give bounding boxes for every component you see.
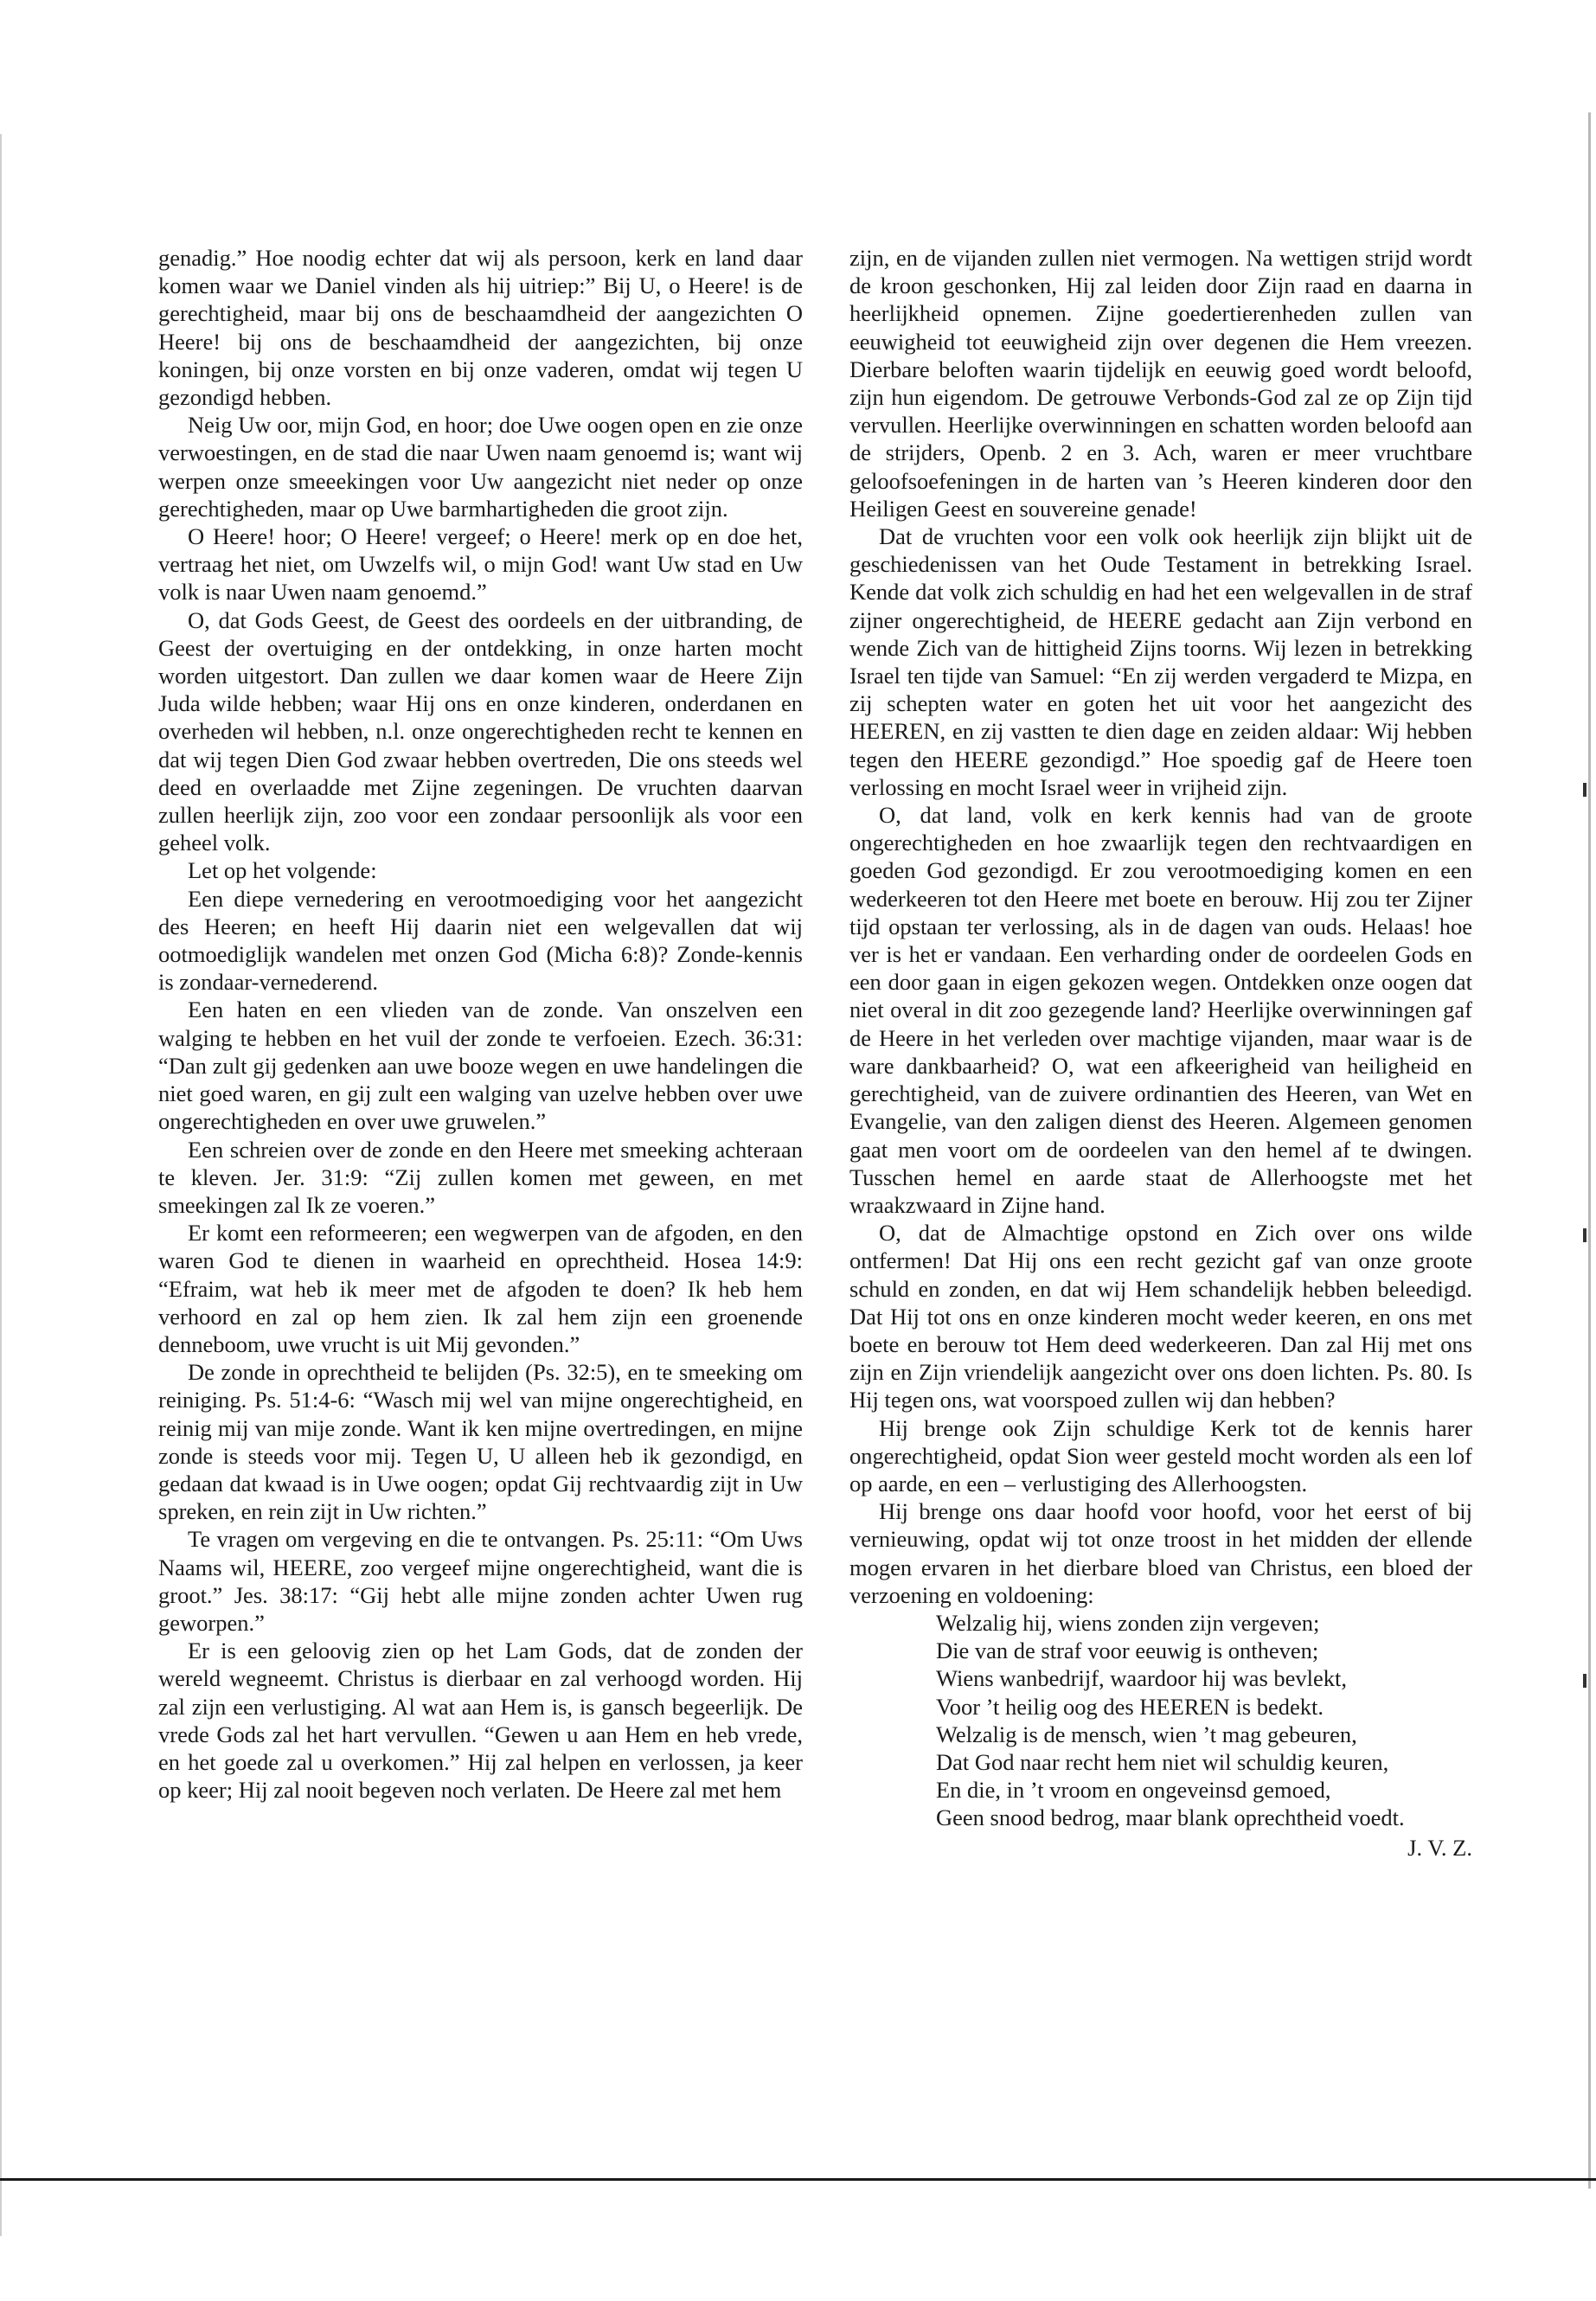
paragraph: Een diepe vernedering en verootmoediging voor het aangezicht des Heeren; en heeft Hij daarin niet een welgevallen dat wij ootmoediglijk wandelen met onzen God (Micha 6:8)? Zonde-kennis is zondaar-vernederend. <box>158 885 803 996</box>
paragraph: Er is een geloovig zien op het Lam Gods, dat de zonden der wereld wegneemt. Christus is dierbaar en zal verhoogd worden. Hij zal zijn een verlustiging. Al wat aan Hem is, is gansch begeerlijk. De vrede Gods zal het hart vervullen. “Gewen u aan Hem en heb vrede, en het goede zal u overkomen.” Hij zal helpen en verlossen, ja keer op keer; Hij zal nooit begeven noch verlaten. De Heere zal met hem <box>158 1638 803 1804</box>
scan-edge-left <box>0 134 2 2236</box>
paragraph: Hij brenge ons daar hoofd voor hoofd, voor het eerst of bij vernieuwing, opdat wij tot onze troost in het midden der ellende mogen ervaren in het dierbare bloed van Christus, een bloed der verzoening en voldoening: <box>849 1498 1472 1608</box>
paragraph: Dat de vruchten voor een volk ook heerlijk zijn blijkt uit de geschiedenissen van het Oude Testament in betrekking Israel. Kende dat volk zich schuldig en had het een welgevallen in de straf zijner ongerechtigheid, de HEERE gedacht aan Zijn verbond en wende Zich van de hittigheid Zijns toorns. Wij lezen in betrekking Israel ten tijde van Samuel: “En zij werden vergaderd te Mizpa, en zij schepten water en goten het uit voor het aangezicht des HEEREN, en zij vastten te dien dage en zeiden aldaar: Wij hebben tegen den HEERE gezondigd.” Hoe spoedig gaf de Heere toen verlossing en mocht Israel weer in vrijheid zijn. <box>849 523 1472 800</box>
paragraph: O Heere! hoor; O Heere! vergeef; o Heere! merk op en doe het, vertraag het niet, om Uwzelfs wil, o mijn God! want Uw stad en Uw volk is naar Uwen naam genoemd.” <box>158 523 803 606</box>
paragraph: O, dat de Almachtige opstond en Zich over ons wilde ontfermen! Dat Hij ons een recht gezicht gaf van onze groote schuld en zonden, en dat wij Hem schandelijk hebben beleedigd. Dat Hij tot ons en onze kinderen mocht weder keeren, en ons met boete en berouw tot Hem deed wederkeeren. Dan zal Hij met ons zijn en Zijn vriendelijk aangezicht over ons doen lichten. Ps. 80. Is Hij tegen ons, wat voorspoed zullen wij dan hebben? <box>849 1220 1472 1413</box>
verse-line: Dat God naar recht hem niet wil schuldig keuren, <box>936 1748 1389 1775</box>
paragraph: O, dat land, volk en kerk kennis had van de groote ongerechtigheden en hoe zwaarlijk tegen den rechtvaardigen en goeden God gezondigd. Er zou verootmoediging komen en een wederkeeren tot den Heere met boete en berouw. Hij zou ter Zijner tijd opstaan ter verlossing, als in de dagen van ouds. Helaas! hoe ver is het er vandaan. Een verharding onder de oordeelen Gods en een door gaan in eigen gekozen wegen. Ontdekken onze oogen dat niet overal in dit zoo gezegende land? Heerlijke overwinningen gaf de Heere in het verleden over machtige vijanden, maar waar is de ware dankbaarheid? O, wat een afkeerigheid van heiligheid en gerechtigheid, van de zuivere ordinantien des Heeren, van Wet en Evangelie, van den zaligen dienst des Heeren. Algemeen genomen gaat men voort om de oordeelen van den hemel af te dwingen. Tusschen hemel en aarde staat de Allerhoogste met het wraakzwaard in Zijne hand. <box>849 802 1472 1218</box>
verse-line: En die, in ’t vroom en ongeveinsd gemoed, <box>936 1777 1331 1804</box>
verse-line: Voor ’t heilig oog des HEEREN is bedekt. <box>936 1693 1324 1720</box>
paragraph: Een haten en een vlieden van de zonde. Van onszelven een walging te hebben en het vuil der zonde te verfoeien. Ezech. 36:31: “Dan zult gij gedenken aan uwe booze wegen en uwe handelingen die niet goed waren, en gij zult een walging van uzelve hebben over uwe ongerechtigheden en over uwe gruwelen.” <box>158 997 803 1135</box>
verse-line: Welzalig is de mensch, wien ’t mag gebeuren, <box>936 1721 1357 1747</box>
margin-mark <box>1583 1228 1586 1242</box>
paragraph: Hij brenge ook Zijn schuldige Kerk tot de kennis harer ongerechtigheid, opdat Sion weer gesteld mocht worden als een lof op aarde, en een – verlustiging des Allerhoogsten. <box>849 1414 1472 1497</box>
paragraph: zijn, en de vijanden zullen niet vermogen. Na wettigen strijd wordt de kroon geschonken, Hij zal leiden door Zijn raad en daarna in heerlijkheid opnemen. Zijne goedertierenheden zullen van eeuwigheid tot eeuwigheid zijn over degenen die Hem vreezen. Dierbare beloften waarin tijdelijk en eeuwig goed wordt beloofd, zijn hun eigendom. De getrouwe Verbonds-God zal ze op Zijn tijd vervullen. Heerlijke overwinningen en schatten worden beloofd aan de strijders, Openb. 2 en 3. Ach, waren er meer vruchtbare geloofsoefeningen in de harten van ’s Heeren kinderen door den Heiligen Geest en souvereine genade! <box>849 245 1472 522</box>
paragraph: Er komt een reformeeren; een wegwerpen van de afgoden, en den waren God te dienen in waarheid en oprechtheid. Hosea 14:9: “Efraim, wat heb ik meer met de afgoden te doen? Ik heb hem verhoord en zal op hem zien. Ik zal hem zijn een groenende denneboom, uwe vrucht is uit Mij gevonden.” <box>158 1220 803 1357</box>
paragraph: O, dat Gods Geest, de Geest des oordeels en der uitbranding, de Geest der overtuiging en der ontdekking, in onze harten mocht worden uitgestort. Dan zullen we daar komen waar de Heere Zijn Juda wilde hebben; waar Hij ons en onze kinderen, onderdanen en overheden wil hebben, n.l. onze ongerechtigheden recht te kennen en dat wij tegen Dien God zwaar hebben overtreden, Die ons steeds wel deed en overlaadde met Zijne zegeningen. De vruchten daarvan zullen heerlijk zijn, zoo voor een zondaar persoonlijk als voor een geheel volk. <box>158 606 803 856</box>
verse-line: Geen snood bedrog, maar blank oprechtheid voedt. <box>936 1804 1405 1831</box>
right-column <box>849 244 1472 1862</box>
scan-edge-right <box>1588 112 1591 2189</box>
paragraph: Neig Uw oor, mijn God, en hoor; doe Uwe oogen open en zie onze verwoestingen, en de stad die naar Uwen naam genoemd is; want wij werpen onze smeeekingen voor Uw aangezicht niet neder op onze gerechtigheden, maar op Uwe barmhartigheden die groot zijn. <box>158 412 803 522</box>
paragraph: Let op het volgende: <box>188 857 377 884</box>
paragraph: Een schreien over de zonde en den Heere met smeeking achteraan te kleven. Jer. 31:9: “Zij zullen komen met geween, en met smeekingen zal Ik ze voeren.” <box>158 1136 803 1218</box>
left-column <box>158 244 803 1804</box>
paragraph: De zonde in oprechtheid te belijden (Ps. 32:5), en te smeeking om reiniging. Ps. 51:4-6: “Wasch mij wel van mijne ongerechtigheid, en reinig mij van mije zonde. Want ik ken mijne overtredingen, en mijne zonde is steeds voor mij. Tegen U, U alleen heb ik gezondigd, en gedaan dat kwaad is in Uwe oogen; opdat Gij rechtvaardig zijt in Uw spreken, en rein zijt in Uw richten.” <box>158 1359 803 1525</box>
margin-mark <box>1583 783 1586 797</box>
author-signature: J. V. Z. <box>1407 1834 1472 1861</box>
verse-line: Die van de straf voor eeuwig is ontheven; <box>936 1638 1319 1664</box>
bottom-rule <box>0 2178 1596 2181</box>
margin-mark <box>1583 1674 1586 1688</box>
paragraph: Te vragen om vergeving en die te ontvangen. Ps. 25:11: “Om Uws Naams wil, HEERE, zoo vergeef mijne ongerechtigheid, want die is groot.” Jes. 38:17: “Gij hebt alle mijne zonden achter Uwen rug geworpen.” <box>158 1526 803 1636</box>
verse-line: Wiens wanbedrijf, waardoor hij was bevlekt, <box>936 1665 1348 1692</box>
psalm-verse <box>936 1609 1472 1832</box>
verse-line: Welzalig hij, wiens zonden zijn vergeven; <box>936 1609 1320 1636</box>
paragraph: genadig.” Hoe noodig echter dat wij als persoon, kerk en land daar komen waar we Daniel vinden als hij uitriep:” Bij U, o Heere! is de gerechtigheid, maar bij ons de beschaamdheid der aangezichten O Heere! bij ons de beschaamdheid der aangezichten, bij onze koningen, bij onze vorsten en bij onze vaderen, omdat wij tegen U gezondigd hebben. <box>158 245 803 411</box>
